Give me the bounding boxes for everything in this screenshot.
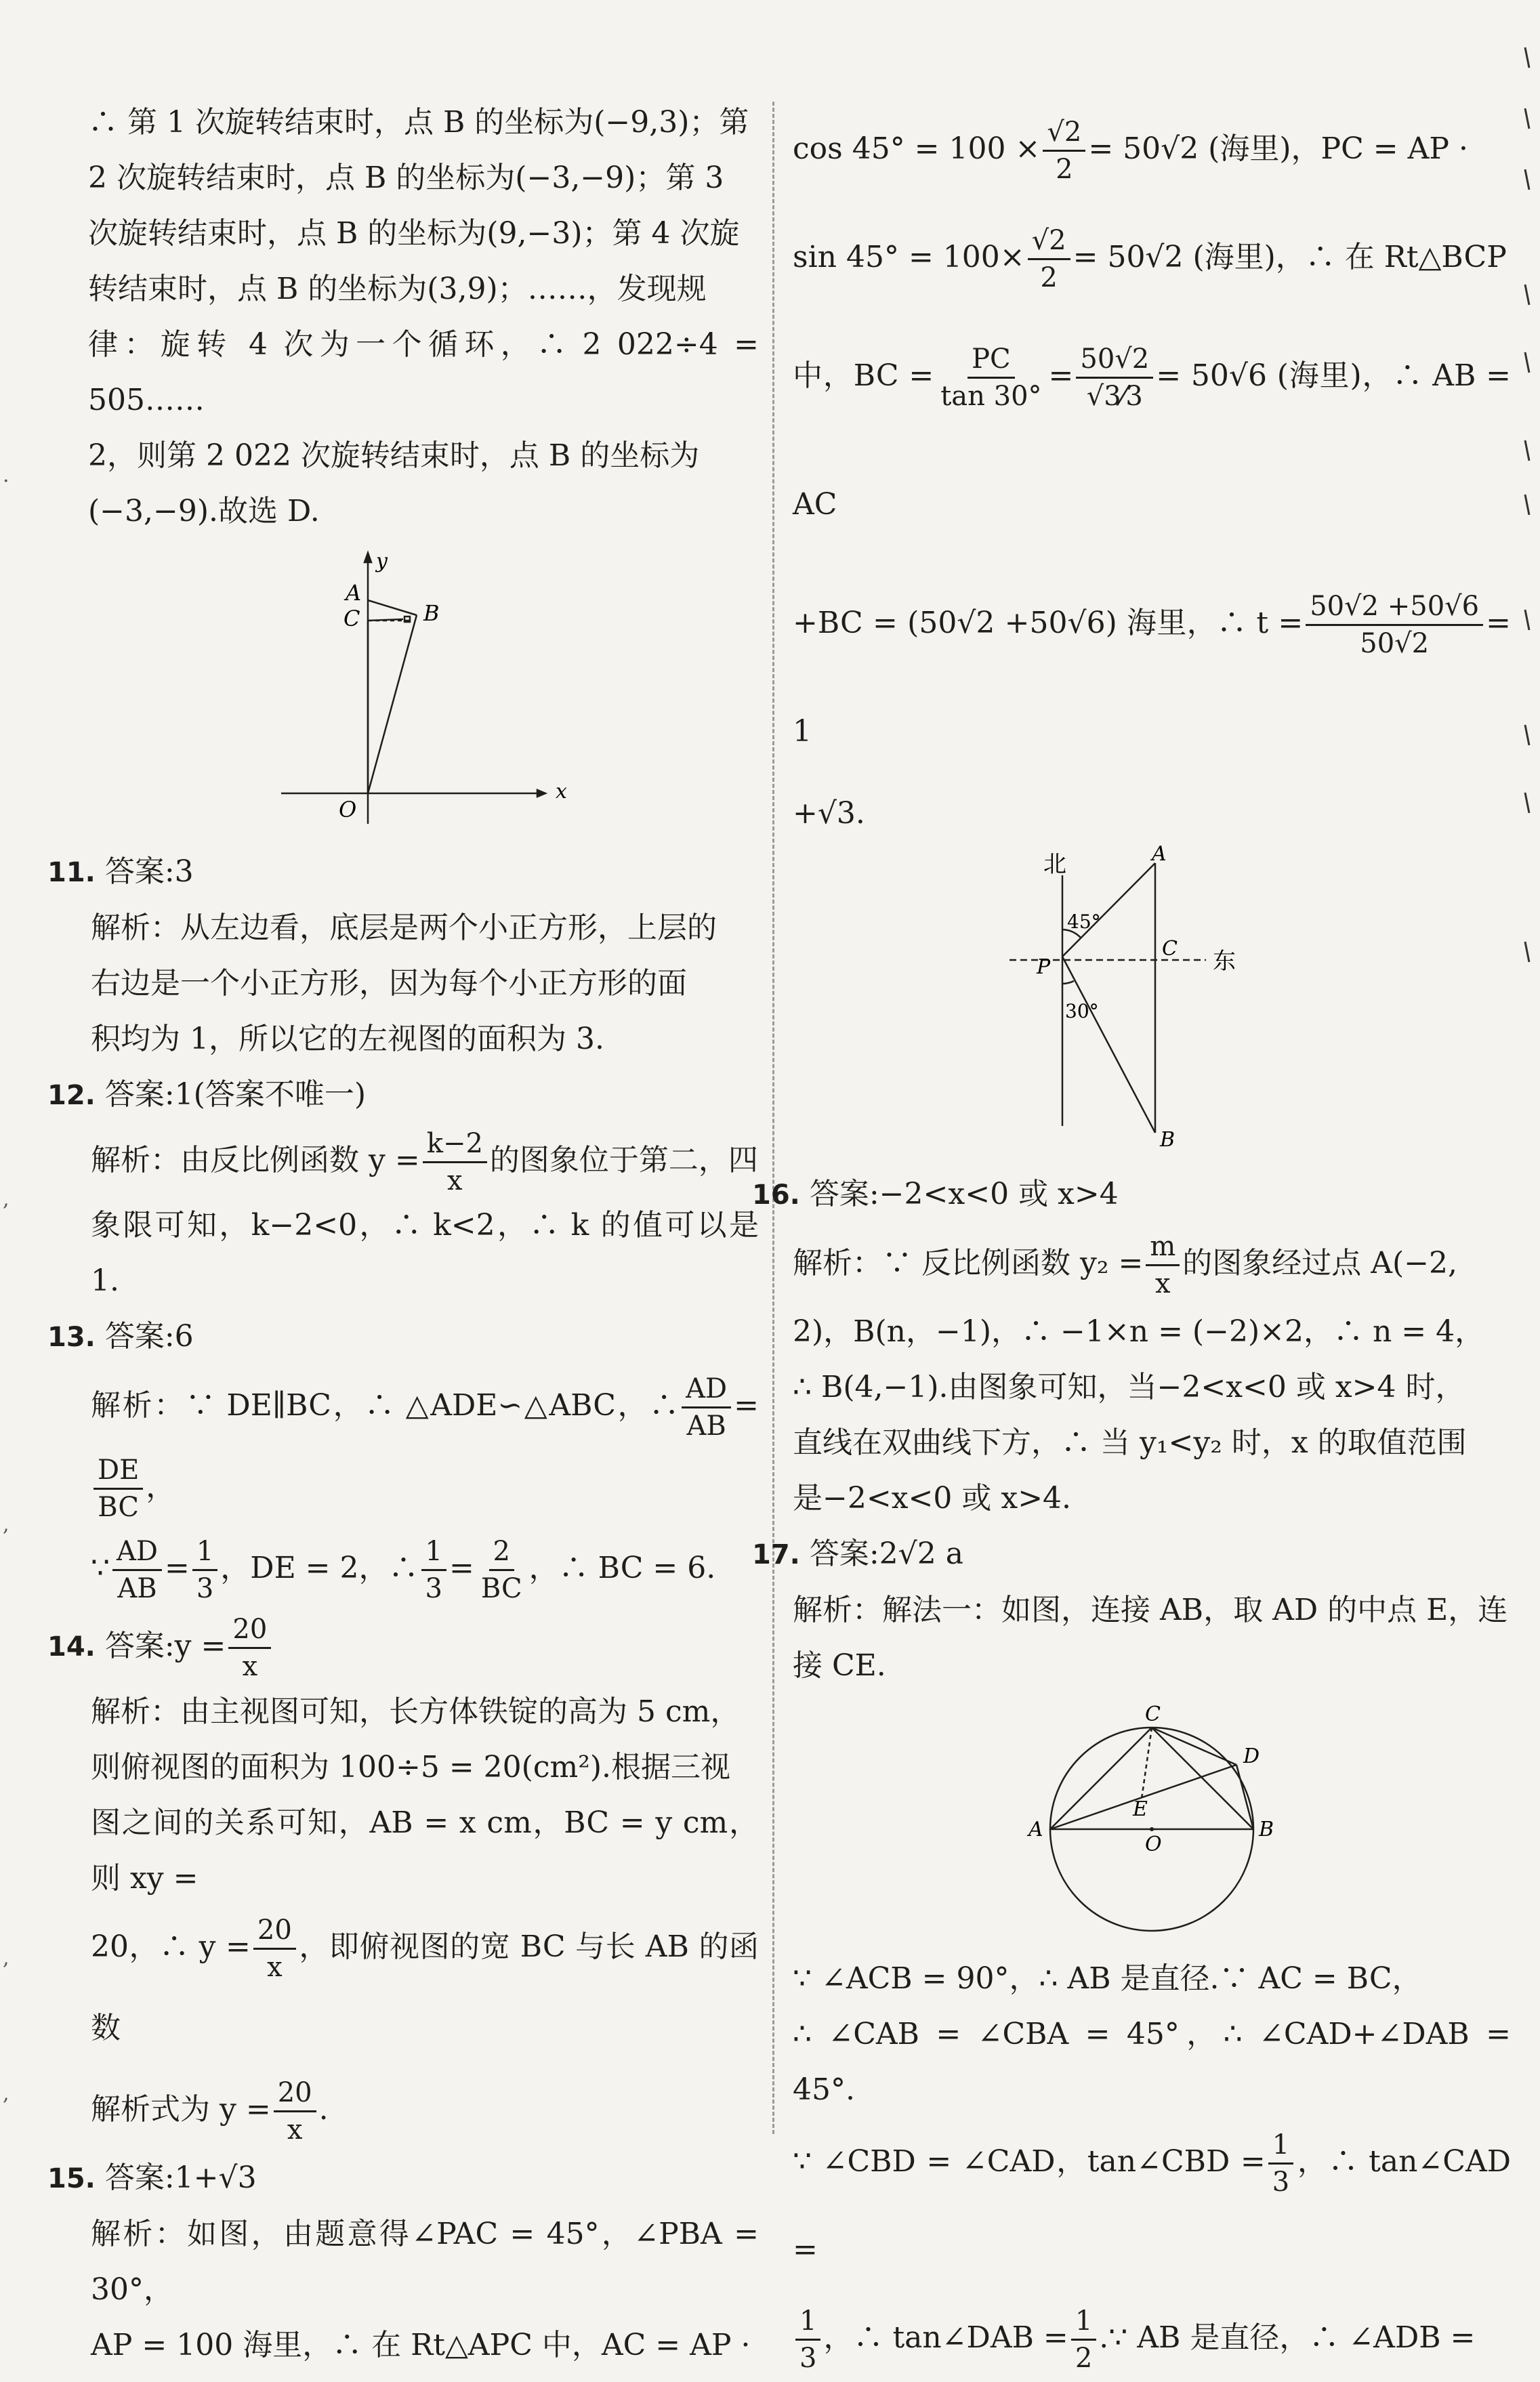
left-column: [47, 95, 759, 2373]
question-15: [47, 2150, 759, 2207]
q13-f4n: 1: [192, 1538, 217, 1571]
q13-l2a: ∵: [91, 1551, 110, 1585]
q13-l2d: =: [449, 1551, 474, 1585]
column-divider: [772, 102, 774, 2134]
question-16: [752, 1167, 1511, 1223]
q10-line-7: (−3,−9).故选 D.: [88, 494, 320, 528]
fig15-b-label: B: [1160, 1128, 1175, 1152]
q13-f1n: AD: [682, 1375, 731, 1408]
q14-l5b: .: [318, 2092, 329, 2127]
fig17-d-label: D: [1243, 1744, 1260, 1768]
q17-l6n2: 1: [1071, 2307, 1096, 2341]
left-margin-marks: [0, 0, 20, 2255]
q15c-l3a: 中，BC =: [793, 358, 934, 393]
q13-l2e: ，∴ BC = 6.: [528, 1551, 716, 1585]
q13-number: 13.: [47, 1322, 96, 1353]
q16-answer: 答案:−2<x<0 或 x>4: [809, 1177, 1119, 1211]
svg-text:·: ·: [3, 469, 9, 493]
q13-l1a: 解析：∵ DE∥BC，∴ △ADE∽△ABC，∴: [91, 1388, 680, 1423]
q10-line-6: 2，则第 2 022 次旋转结束时，点 B 的坐标为: [88, 438, 700, 473]
fig15-north-label: 北: [1043, 851, 1066, 878]
q11-line-1: 解析：从左边看，底层是两个小正方形，上层的: [91, 911, 717, 945]
svg-text:,: ,: [3, 2082, 9, 2106]
q17-l6b: .∵ AB 是直径，∴ ∠ADB =: [1099, 2320, 1476, 2355]
question-13: [47, 1309, 759, 1365]
q14-frac-4: [253, 1917, 296, 1981]
q14-line-1: 解析：由主视图可知，长方体铁锭的高为 5 cm，: [91, 1694, 741, 1729]
q12-l1a: 解析：由反比例函数 y =: [91, 1143, 420, 1177]
right-margin-marks: [1513, 0, 1540, 2255]
q14-l4n: 20: [253, 1917, 296, 1950]
q17-line-1: 解析：解法一：如图，连接 AB，取 AD 的中点 E，连: [793, 1593, 1508, 1627]
q13-frac-3: [112, 1538, 162, 1602]
q16-l1d: x: [1155, 1268, 1171, 1299]
q15c-frac-3: [936, 343, 1045, 412]
q15c-frac-1: [1043, 119, 1085, 183]
q16-line-5: 是−2<x<0 或 x>4.: [793, 1481, 1072, 1516]
fig10-b-label: B: [423, 600, 440, 626]
q13-frac-4: [192, 1538, 217, 1602]
q15c-l3d: tan 30°: [940, 381, 1042, 412]
q14-ans-d: x: [242, 1651, 258, 1682]
q15c-l1b: = 50√2 (海里)，PC = AP ·: [1088, 131, 1468, 166]
q15c-l4a: +BC = (50√2 +50√6) 海里，∴ t =: [793, 606, 1304, 640]
fig17-e-label: E: [1133, 1797, 1148, 1821]
q14-frac-5: [274, 2079, 316, 2144]
q17-l6d2: 2: [1075, 2343, 1093, 2374]
q15c-l4d: 50√2: [1360, 628, 1430, 659]
q13-f1d: AB: [686, 1411, 726, 1442]
q17-l6d: 3: [799, 2343, 817, 2374]
fig15-angle-30: 30°: [1065, 1000, 1099, 1022]
q13-f6d: BC: [480, 1573, 522, 1604]
q10-line-2: 2 次旋转结束时，点 B 的坐标为(−3,−9)；第 3: [88, 161, 724, 195]
q15c-l3b: =: [1048, 358, 1074, 393]
fig17-c-label: C: [1145, 1702, 1161, 1726]
fig17-b-label: B: [1259, 1818, 1274, 1841]
q15c-l2n: √2: [1028, 227, 1070, 260]
q13-f4d: 3: [196, 1573, 214, 1604]
q14-l4b: ，即俯视图的宽 BC 与长 AB 的函数: [91, 1929, 759, 2045]
q16-line-3: ∴ B(4,−1).由图象可知，当−2<x<0 或 x>4 时，: [793, 1370, 1465, 1404]
q14-l5a: 解析式为 y =: [91, 2092, 271, 2127]
q17-frac-2: [795, 2307, 820, 2372]
q15-line-2: AP = 100 海里，∴ 在 Rt△APC 中，AC = AP ·: [91, 2328, 751, 2362]
q15c-l1a: cos 45° = 100 ×: [793, 131, 1041, 166]
q13-frac-5: [421, 1538, 446, 1602]
fig15-p-label: P: [1037, 955, 1051, 979]
question-11: [47, 844, 759, 900]
q15-cont-line-4: [793, 569, 1511, 786]
q13-l2c: ，DE = 2，∴: [220, 1551, 419, 1585]
q13-line-2: [88, 1528, 759, 1609]
right-column: [752, 95, 1512, 2382]
q12-frac: [423, 1130, 487, 1194]
q15c-l1n: √2: [1043, 119, 1085, 152]
q16-l1n: m: [1146, 1233, 1180, 1266]
q15c-l3c: = 50√6 (海里)，∴ AB = AC: [793, 358, 1512, 522]
fig17-a-label: A: [1028, 1818, 1043, 1841]
q17-line-2: 接 CE.: [793, 1648, 886, 1683]
q14-number: 14.: [47, 1631, 96, 1663]
q17-l5d: 3: [1272, 2167, 1290, 2198]
question-14: [47, 1609, 759, 1684]
q15c-frac-4: [1076, 343, 1153, 412]
q13-line-1: [88, 1365, 759, 1528]
q13-frac-2: [93, 1457, 143, 1521]
q17-number: 17.: [752, 1539, 800, 1570]
q15-cont-line-5: +√3.: [793, 796, 865, 831]
q13-eq: =: [734, 1388, 759, 1423]
fig10-y-label: y: [376, 549, 388, 573]
svg-text:,: ,: [3, 1946, 9, 1970]
q14-l5n: 20: [274, 2079, 316, 2112]
q12-line-2: 象限可知，k−2<0，∴ k<2，∴ k 的值可以是 1.: [91, 1208, 759, 1298]
q15-figure: [1010, 842, 1294, 1160]
q12-l1b: 的图象位于第二，四: [489, 1143, 758, 1177]
q16-line-1: [793, 1223, 1511, 1304]
q13-f2d: BC: [98, 1492, 140, 1523]
fig10-x-label: x: [556, 780, 567, 803]
q15c-l2a: sin 45° = 100×: [793, 240, 1025, 274]
q13-f5d: 3: [425, 1573, 442, 1604]
q11-line-3: 积均为 1，所以它的左视图的面积为 3.: [91, 1022, 604, 1056]
svg-text:,: ,: [3, 1513, 9, 1537]
q10-line-3: 次旋转结束时，点 B 的坐标为(9,−3)；第 4 次旋: [88, 216, 740, 251]
q15-cont-line-1: [793, 95, 1511, 203]
q13-answer: 答案:6: [104, 1319, 194, 1354]
q17-line-6: [793, 2294, 1511, 2382]
q10-figure: [281, 546, 566, 837]
fig15-angle-45: 45°: [1067, 911, 1101, 933]
q15c-l3d2: √3⁄3: [1086, 381, 1143, 412]
q17-l6a: ，∴ tan∠DAB =: [823, 2320, 1068, 2355]
q13-f3n: AD: [112, 1538, 162, 1571]
q14-answer-a: 答案:y =: [104, 1629, 226, 1663]
q14-answer-frac: [228, 1616, 271, 1680]
q13-l2b: =: [164, 1551, 190, 1585]
svg-text:,: ,: [3, 1188, 9, 1211]
q12-frac-num: k−2: [423, 1130, 487, 1163]
q14-line-4: [88, 1906, 759, 2069]
q15c-l2b: = 50√2 (海里)，∴ 在 Rt△BCP: [1073, 240, 1507, 274]
q17-line-4: ∴ ∠CAB = ∠CBA = 45°，∴ ∠CAD+∠DAB = 45°.: [793, 2017, 1511, 2107]
q15-cont-line-2: [793, 203, 1511, 312]
question-12: [47, 1067, 759, 1123]
fig10-a-label: A: [346, 580, 362, 606]
fig10-o-label: O: [339, 797, 357, 822]
q11-answer: 答案:3: [104, 854, 194, 889]
q15c-frac-5: [1306, 593, 1483, 657]
q17-l6n: 1: [795, 2307, 820, 2341]
q14-l4d: x: [267, 1952, 283, 1983]
q17-answer: 答案:2√2 a: [809, 1537, 963, 1571]
q17-frac-1: [1268, 2131, 1293, 2196]
fig10-c-label: C: [344, 606, 360, 631]
q13-f2n: DE: [93, 1457, 143, 1490]
q12-frac-den: x: [447, 1165, 463, 1196]
q15c-frac-2: [1028, 227, 1070, 291]
q15c-l2d: 2: [1040, 262, 1058, 293]
q17-figure: [1010, 1700, 1294, 1944]
q15-number: 15.: [47, 2163, 96, 2194]
q14-ans-n: 20: [228, 1616, 271, 1649]
q17-line-3: ∵ ∠ACB = 90°，∴ AB 是直径.∵ AC = BC，: [793, 1961, 1422, 1996]
q15-cont-line-3: [793, 312, 1511, 569]
q17-l5b: ，∴ tan∠CAD =: [793, 2144, 1511, 2267]
q15c-l3n2: 50√2: [1076, 346, 1153, 379]
q17-l5n: 1: [1268, 2131, 1293, 2165]
q13-f3d: AB: [117, 1573, 157, 1604]
q13-frac-6: [477, 1538, 526, 1602]
fig15-a-label: A: [1152, 842, 1167, 866]
q15c-l3n: PC: [967, 346, 1015, 379]
q16-frac: [1146, 1233, 1180, 1297]
q10-line-5: 律：旋转 4 次为一个循环，∴ 2 022÷4 = 505……: [88, 327, 759, 417]
question-17: [752, 1526, 1511, 1583]
q14-line-3: 图之间的关系可知，AB = x cm，BC = y cm，则 xy =: [91, 1805, 759, 1896]
q14-line-5: [88, 2069, 759, 2150]
q13-frac-1: [682, 1375, 731, 1440]
q14-line-2: 则俯视图的面积为 100÷5 = 20(cm²).根据三视: [91, 1750, 730, 1784]
q16-line-2: 2)，B(n，−1)，∴ −1×n = (−2)×2，∴ n = 4，: [793, 1314, 1485, 1349]
q17-frac-3: [1071, 2307, 1096, 2372]
q16-l1a: 解析：∵ 反比例函数 y₂ =: [793, 1246, 1144, 1280]
q12-number: 12.: [47, 1080, 96, 1111]
q10-line-1: ∴ 第 1 次旋转结束时，点 B 的坐标为(−9,3)；第: [88, 105, 749, 140]
q13-l1b: ，: [146, 1469, 176, 1504]
fig17-o-label: O: [1145, 1833, 1162, 1856]
q14-l4a: 20，∴ y =: [91, 1929, 251, 1964]
q15-answer: 答案:1+√3: [104, 2160, 257, 2195]
q17-line-5: [793, 2118, 1511, 2294]
q11-line-2: 右边是一个小正方形，因为每个小正方形的面: [91, 966, 687, 1001]
q12-line-1: [88, 1123, 759, 1198]
q14-l5d: x: [287, 2114, 303, 2146]
q16-l1b: 的图象经过点 A(−2,: [1182, 1246, 1458, 1280]
q13-f6n: 2: [489, 1538, 514, 1571]
q11-number: 11.: [47, 857, 96, 888]
fig15-c-label: C: [1162, 937, 1178, 961]
q17-l5a: ∵ ∠CBD = ∠CAD，tan∠CBD =: [793, 2144, 1266, 2179]
q15c-l4n: 50√2 +50√6: [1306, 593, 1483, 626]
q10-line-4: 转结束时，点 B 的坐标为(3,9)；……，发现规: [88, 272, 707, 306]
q15-line-1: 解析：如图，由题意得∠PAC = 45°，∠PBA = 30°，: [91, 2217, 759, 2307]
q13-f5n: 1: [421, 1538, 446, 1571]
q15c-l4b: = 1: [793, 606, 1511, 749]
q15c-l1d: 2: [1056, 154, 1073, 185]
q12-answer: 答案:1(答案不唯一): [104, 1077, 367, 1112]
q16-number: 16.: [752, 1179, 800, 1211]
q16-line-4: 直线在双曲线下方，∴ 当 y₁<y₂ 时，x 的取值范围: [793, 1425, 1467, 1460]
fig15-east-label: 东: [1213, 948, 1236, 975]
